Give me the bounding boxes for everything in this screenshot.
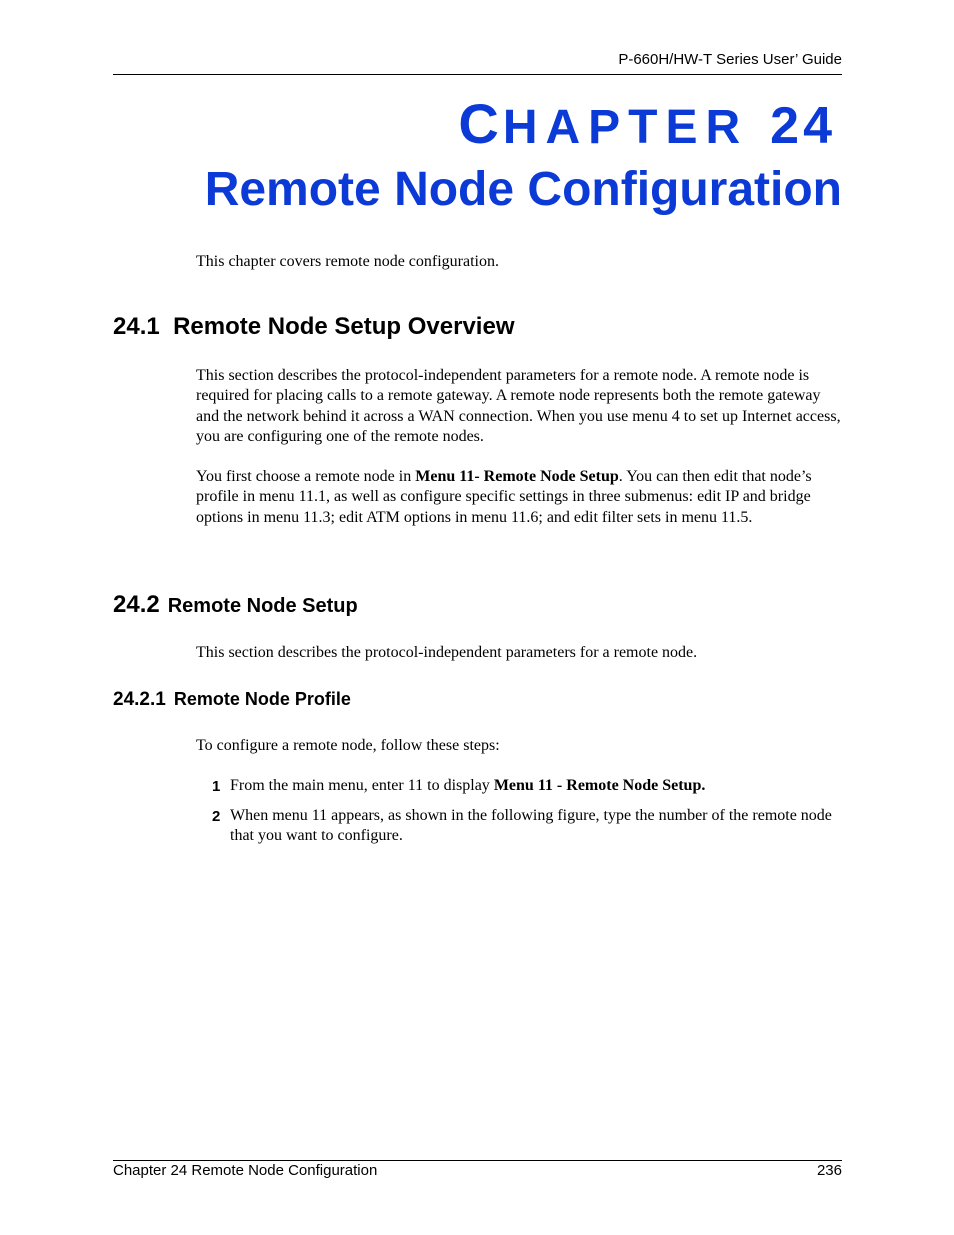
running-header-title: P-660H/HW-T Series User’ Guide xyxy=(618,51,842,68)
step-text-plain: From the main menu, enter 11 to display xyxy=(230,777,494,794)
header-divider xyxy=(113,74,842,75)
section-heading-24-1 xyxy=(113,315,515,339)
chapter-label xyxy=(458,92,836,155)
section-title: Remote Node Setup xyxy=(167,595,358,617)
menu-reference: Menu 11- Remote Node Setup xyxy=(415,468,619,485)
section-title: Remote Node Setup Overview xyxy=(173,313,515,340)
intro-paragraph: This chapter covers remote node configuration. xyxy=(196,253,499,270)
running-footer-title: Chapter 24 Remote Node Configuration xyxy=(113,1162,378,1179)
paragraph-text: . You can then edit that node’s profile in menu 11.1, as well as configure specific settings in three submenus: edit IP and bridge options in menu 11.3; edit ATM options in menu 11.6; and edit filter sets in menu 11.5. xyxy=(196,468,812,526)
chapter-label-rest: HAPTER xyxy=(502,101,749,154)
section-2-paragraph-1: This section describes the protocol-independent parameters for a remote node. xyxy=(196,644,698,661)
step-item xyxy=(212,776,842,796)
section-heading-24-2-1 xyxy=(113,690,351,709)
menu-reference: Menu 11 - Remote Node Setup. xyxy=(493,777,706,794)
section-heading-24-2 xyxy=(113,593,358,617)
page-number: 236 xyxy=(816,1162,842,1179)
chapter-title: Remote Node Configuration xyxy=(204,163,842,216)
section-number: 24.2.1 xyxy=(113,689,166,710)
section-3-paragraph-1: To configure a remote node, follow these steps: xyxy=(196,737,500,754)
section-1-paragraph-2 xyxy=(196,467,842,528)
step-text: When menu 11 appears, as shown in the following figure, type the number of the remote node that you want to configure. xyxy=(230,807,832,845)
section-number: 24.2 xyxy=(113,591,160,618)
footer-divider xyxy=(113,1160,842,1161)
section-number: 24.1 xyxy=(113,313,160,340)
paragraph-text: You first choose a remote node in xyxy=(196,468,416,485)
chapter-number: 24 xyxy=(770,97,836,155)
section-1-paragraph-1: This section describes the protocol-independent parameters for a remote node. A remote node is required for placing calls to a remote gateway. A remote node represents both the remote gateway and the network behind it across a WAN connection. When you use menu 4 to set up Internet access, you are configuring one of the remote nodes. xyxy=(196,367,841,446)
step-text xyxy=(230,776,842,796)
step-item xyxy=(212,806,842,847)
step-number: 1 xyxy=(212,778,221,795)
section-title: Remote Node Profile xyxy=(173,689,351,709)
step-number: 2 xyxy=(212,808,221,825)
chapter-label-initial: C xyxy=(458,92,503,155)
